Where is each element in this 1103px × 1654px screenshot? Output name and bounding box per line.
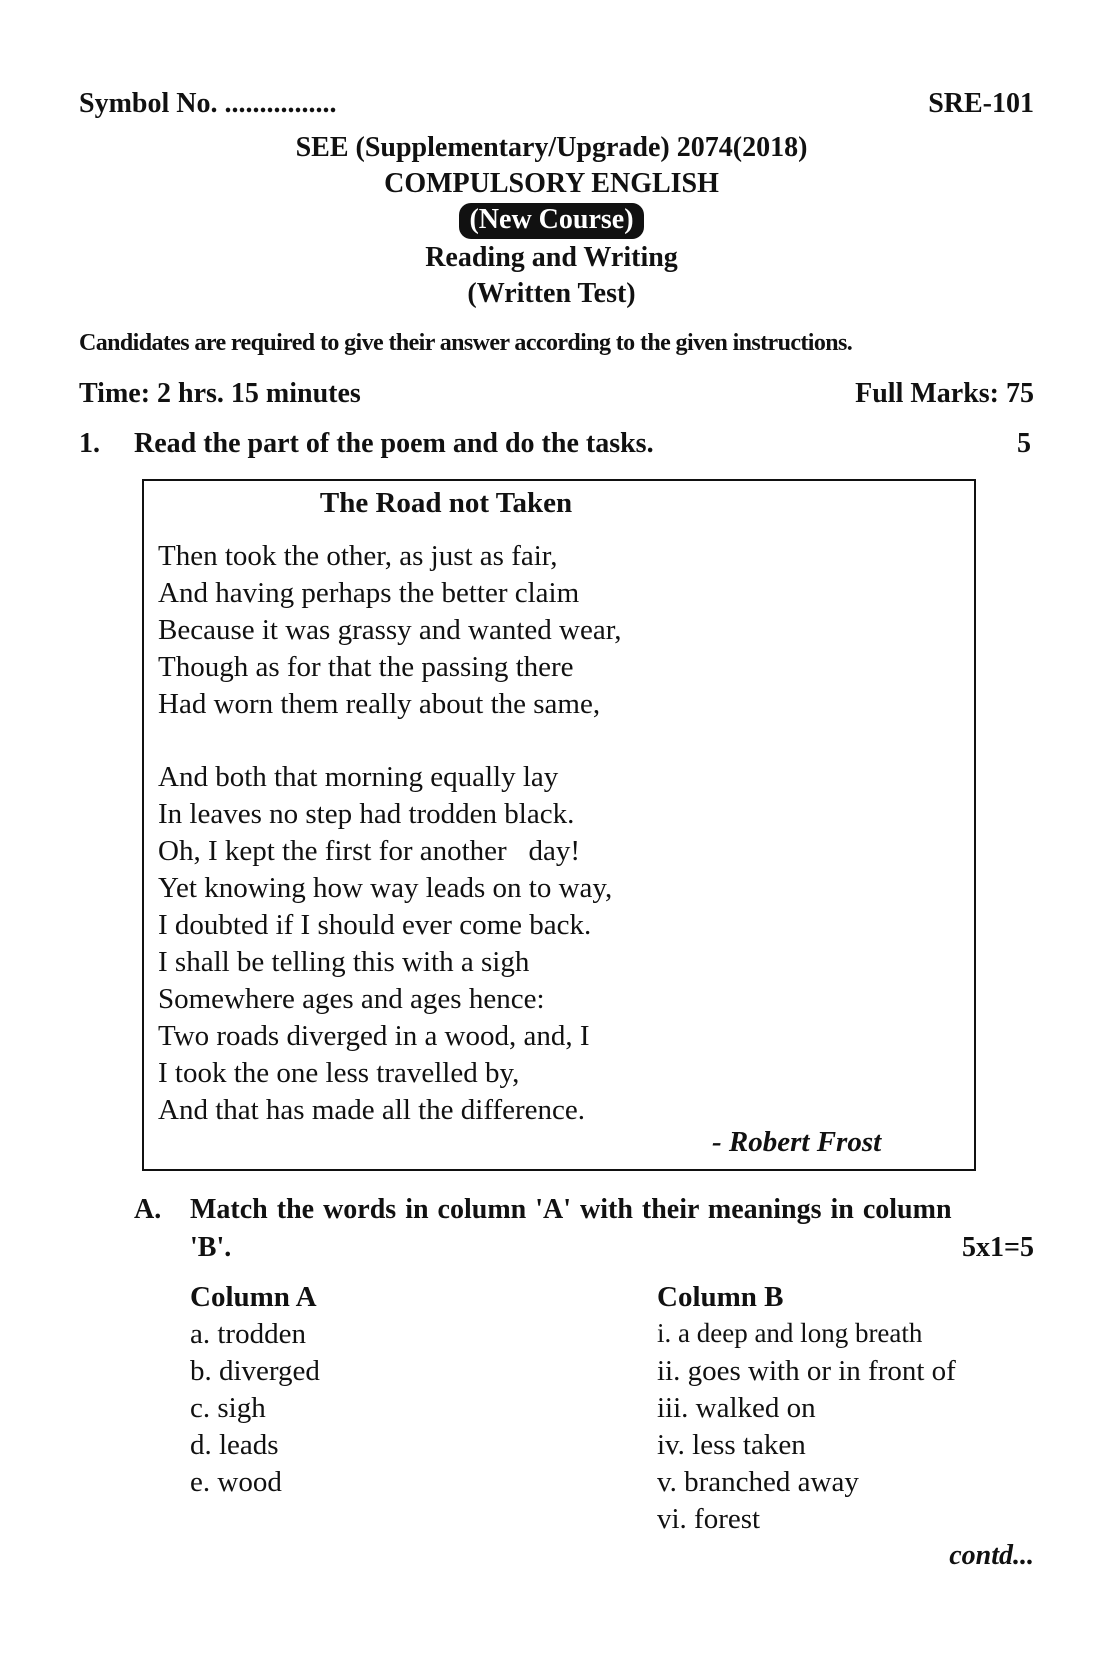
section-title: Reading and Writing — [425, 242, 678, 273]
task-instruction: Match the words in column 'A' with their meanings in column — [190, 1194, 952, 1225]
paper-code: SRE-101 — [928, 88, 1034, 119]
column-b-item: vi. forest — [657, 1503, 761, 1535]
continued-note: contd... — [949, 1540, 1034, 1571]
test-type: (Written Test) — [467, 278, 636, 309]
time-allowed: Time: 2 hrs. 15 minutes — [79, 378, 361, 409]
column-a-item: e. wood — [190, 1466, 282, 1498]
poem-line: Two roads diverged in a wood, and, I — [158, 1020, 590, 1052]
subject-title: COMPULSORY ENGLISH — [384, 168, 719, 199]
poem-line: And that has made all the difference. — [158, 1094, 586, 1126]
question-number: 1. — [79, 428, 100, 459]
poem-line: And having perhaps the better claim — [158, 577, 580, 609]
poem-line: I shall be telling this with a sigh — [158, 946, 530, 978]
poem-line: Then took the other, as just as fair, — [158, 540, 558, 572]
full-marks: Full Marks: 75 — [855, 378, 1034, 409]
column-a-item: b. diverged — [190, 1355, 320, 1387]
exam-title: SEE (Supplementary/Upgrade) 2074(2018) — [295, 132, 808, 163]
column-a-heading: Column A — [190, 1281, 317, 1313]
column-b-item: i. a deep and long breath — [657, 1318, 923, 1348]
poem-line: Somewhere ages and ages hence: — [158, 983, 545, 1015]
instructions: Candidates are required to give their answer according to the given instructions. — [79, 330, 853, 356]
poem-line: In leaves no step had trodden black. — [158, 798, 575, 830]
course-badge-row — [0, 203, 1103, 239]
column-b-heading: Column B — [657, 1281, 784, 1313]
poem-author: - Robert Frost — [712, 1126, 882, 1158]
task-marks: 5x1=5 — [962, 1232, 1034, 1263]
poem-line: Because it was grassy and wanted wear, — [158, 614, 622, 646]
column-b-item: iii. walked on — [657, 1392, 816, 1424]
poem-line: Yet knowing how way leads on to way, — [158, 872, 613, 904]
question-marks: 5 — [1017, 428, 1031, 459]
poem-line: I took the one less travelled by, — [158, 1057, 520, 1089]
column-b-item: ii. goes with or in front of — [657, 1355, 956, 1387]
question-text: Read the part of the poem and do the tasks. — [134, 428, 654, 459]
column-a-item: a. trodden — [190, 1318, 306, 1350]
poem-line: I doubted if I should ever come back. — [158, 909, 592, 941]
poem-line: Had worn them really about the same, — [158, 688, 601, 720]
course-badge: (New Course) — [459, 203, 643, 239]
symbol-number-label: Symbol No. ................ — [79, 88, 337, 119]
poem-line: Though as for that the passing there — [158, 651, 574, 683]
poem-line: Oh, I kept the first for another day! — [158, 835, 580, 867]
column-a-item: c. sigh — [190, 1392, 266, 1424]
poem-line: And both that morning equally lay — [158, 761, 559, 793]
poem-title: The Road not Taken — [319, 487, 573, 519]
column-b-item: iv. less taken — [657, 1429, 806, 1461]
task-instruction-cont: 'B'. — [190, 1232, 232, 1263]
column-a-item: d. leads — [190, 1429, 279, 1461]
column-b-item: v. branched away — [657, 1466, 859, 1498]
task-letter: A. — [134, 1194, 162, 1225]
